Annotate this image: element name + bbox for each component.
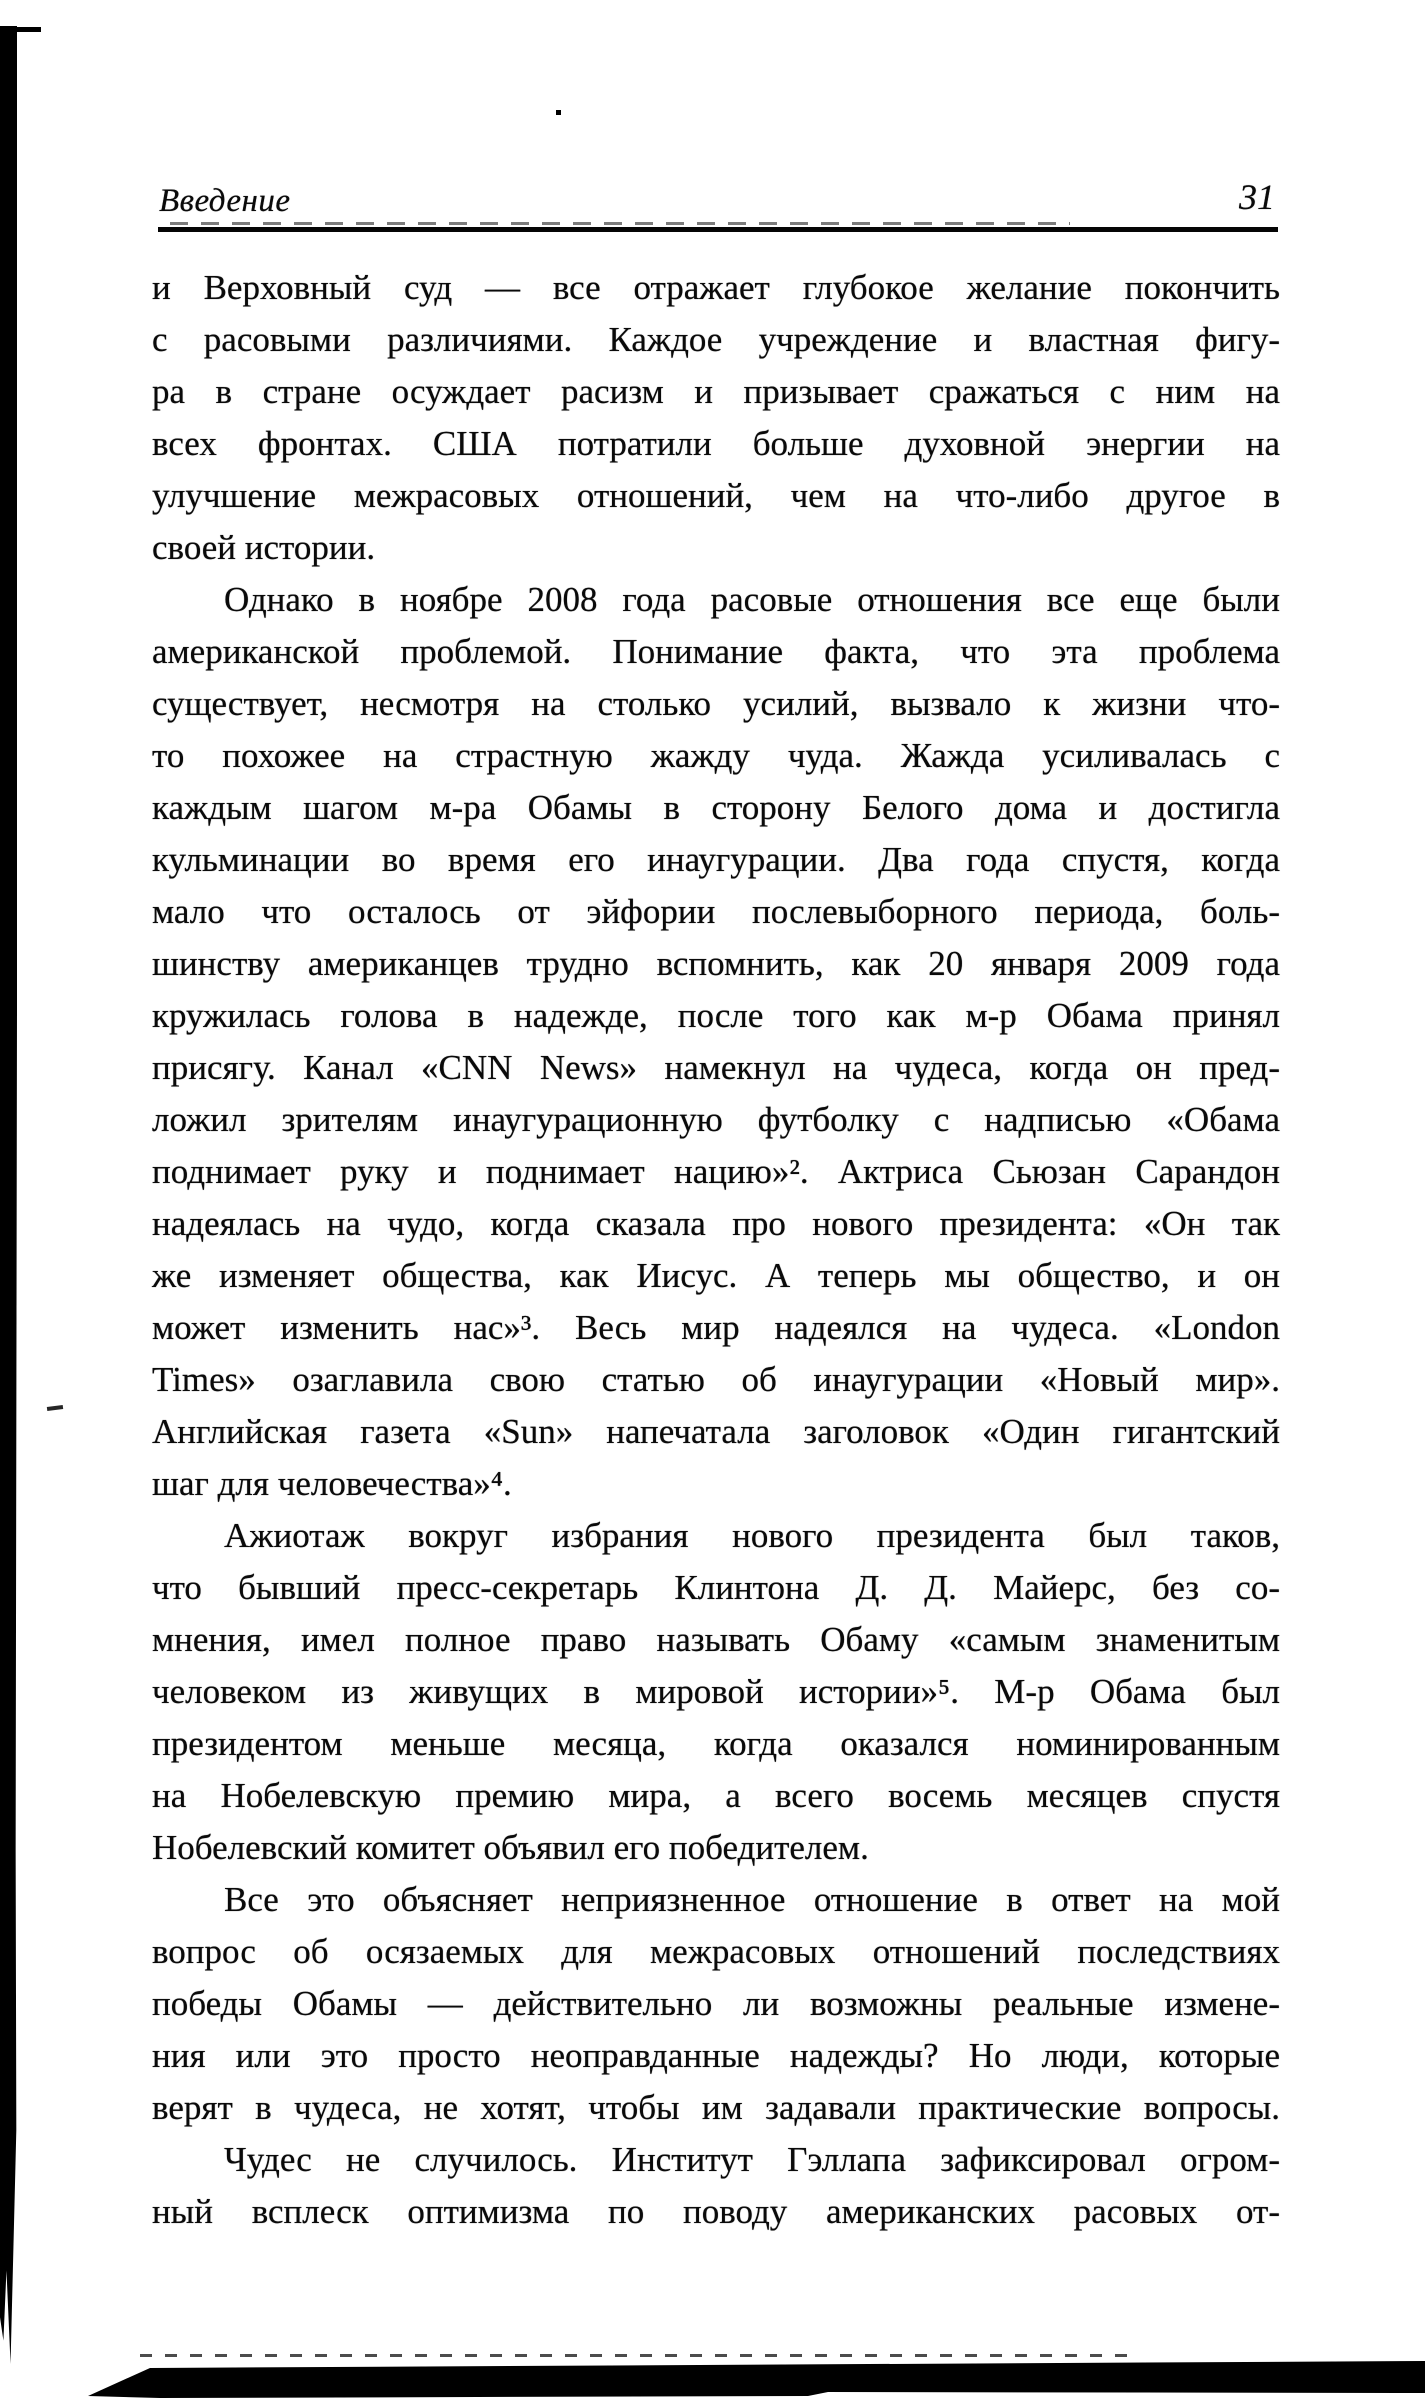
text-line: шинству американцев трудно вспомнить, как 20 января 2009 года xyxy=(152,944,1280,983)
text-line: американской проблемой. Понимание факта, что эта проблема xyxy=(152,632,1280,671)
text-line: поднимает руку и поднимает нацию»². Актриса Сьюзан Сарандон xyxy=(152,1152,1280,1191)
scan-speck-dot xyxy=(556,110,561,115)
page-number: 31 xyxy=(1239,177,1275,217)
header-rule xyxy=(158,227,1278,232)
paragraph xyxy=(152,574,1280,1510)
text-line: своей истории. xyxy=(152,528,376,567)
paragraph xyxy=(152,262,1280,574)
scan-bottom-band-fringe xyxy=(140,2354,1140,2357)
header-rule-fringe xyxy=(170,222,1070,225)
text-line: и Верховный суд — все отражает глубокое желание покончить xyxy=(152,268,1280,307)
text-line: ный всплеск оптимизма по поводу американских расовых от- xyxy=(152,2192,1280,2231)
scan-bottom-band xyxy=(88,2358,1425,2399)
text-line: президентом меньше месяца, когда оказался номинированным xyxy=(152,1724,1280,1763)
text-line: верят в чудеса, не хотят, чтобы им задавали практические вопросы. xyxy=(152,2088,1280,2127)
paragraph xyxy=(152,1874,1280,2134)
scan-binding-tick xyxy=(17,27,41,32)
text-line: вопрос об осязаемых для межрасовых отношений последствиях xyxy=(152,1932,1280,1971)
text-line: Однако в ноябре 2008 года расовые отношения все еще были xyxy=(224,580,1280,619)
text-line: то похожее на страстную жажду чуда. Жажда усиливалась с xyxy=(152,736,1280,775)
paragraph xyxy=(152,2134,1280,2238)
text-line: победы Обамы — действительно ли возможны реальные измене- xyxy=(152,1984,1280,2023)
text-line: надеялась на чудо, когда сказала про нового президента: «Он так xyxy=(152,1204,1280,1243)
text-line: ра в стране осуждает расизм и призывает сражаться с ним на xyxy=(152,372,1280,411)
text-line: мнения, имел полное право называть Обаму «самым знаменитым xyxy=(152,1620,1280,1659)
text-line: Times» озаглавила свою статью об инаугурации «Новый мир». xyxy=(152,1360,1280,1399)
text-line: Ажиотаж вокруг избрания нового президента был таков, xyxy=(224,1516,1280,1555)
paragraph xyxy=(152,1510,1280,1874)
text-line: на Нобелевскую премию мира, а всего восемь месяцев спустя xyxy=(152,1776,1280,1815)
text-line: каждым шагом м-ра Обамы в сторону Белого дома и достигла xyxy=(152,788,1280,827)
text-line: Все это объясняет неприязненное отношение в ответ на мой xyxy=(224,1880,1280,1919)
text-line: человеком из живущих в мировой истории»⁵. М-р Обама был xyxy=(152,1672,1280,1711)
text-line: кульминации во время его инаугурации. Два года спустя, когда xyxy=(152,840,1280,879)
text-line: что бывший пресс-секретарь Клинтона Д. Д. Майерс, без со- xyxy=(152,1568,1280,1607)
text-line: существует, несмотря на столько усилий, вызвало к жизни что- xyxy=(152,684,1280,723)
text-line: с расовыми различиями. Каждое учреждение и властная фигу- xyxy=(152,320,1280,359)
text-line: всех фронтах. США потратили больше духовной энергии на xyxy=(152,424,1280,463)
text-line: присягу. Канал «CNN News» намекнул на чудеса, когда он пред- xyxy=(152,1048,1280,1087)
text-line: может изменить нас»³. Весь мир надеялся на чудеса. «London xyxy=(152,1308,1280,1347)
text-line: ния или это просто неоправданные надежды? Но люди, которые xyxy=(152,2036,1280,2075)
text-line: же изменяет общества, как Иисус. А теперь мы общество, и он xyxy=(152,1256,1280,1295)
text-line: Нобелевский комитет объявил его победителем. xyxy=(152,1828,869,1867)
scan-binding-bar xyxy=(0,26,17,2364)
text-column xyxy=(152,262,1280,2238)
running-title: Введение xyxy=(159,183,291,219)
text-line: шаг для человечества»⁴. xyxy=(152,1464,512,1503)
text-line: ложил зрителям инаугурационную футболку с надписью «Обама xyxy=(152,1100,1280,1139)
scan-speck-dash xyxy=(47,1405,63,1411)
text-line: мало что осталось от эйфории послевыборного периода, боль- xyxy=(152,892,1280,931)
text-line: Английская газета «Sun» напечатала заголовок «Один гигантский xyxy=(152,1412,1280,1451)
text-line: Чудес не случилось. Институт Гэллапа зафиксировал огром- xyxy=(224,2140,1280,2179)
text-line: кружилась голова в надежде, после того как м-р Обама принял xyxy=(152,996,1280,1035)
text-line: улучшение межрасовых отношений, чем на что-либо другое в xyxy=(152,476,1280,515)
